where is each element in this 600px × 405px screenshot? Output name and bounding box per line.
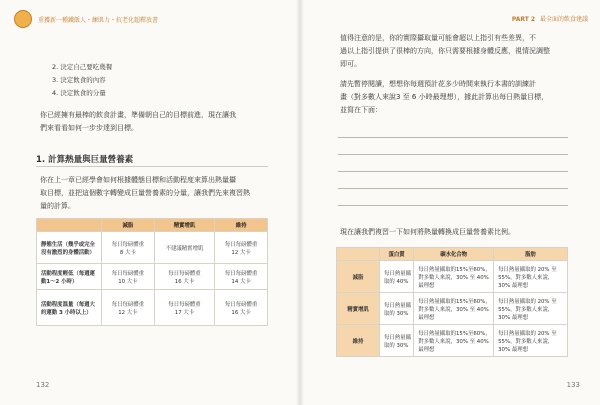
- table-cell: 每日熱量攝取的15%至60%，對多數人來說，30% 至 40% 最理想: [414, 261, 494, 293]
- left-header-text: 重獲新一種鐵飯人・練肌力・抗老化超釋放書: [38, 16, 159, 24]
- paragraph-line: 並寫在下面：: [340, 106, 382, 114]
- table-header-cell: 維持: [215, 219, 268, 232]
- table-header-cell: [37, 219, 102, 232]
- table-header-cell: [337, 248, 380, 261]
- paragraph-line: 值得注意的是，你的實際攝取量可能會超以上指引有些差異，不: [340, 34, 536, 42]
- table-cell: 每日熱量攝取的 20% 至 55%，對多數人來說，30% 最理想: [494, 325, 568, 357]
- table-cell: 每日熱量攝取的 20% 至 55%，對多數人來說，30% 最理想: [494, 293, 568, 325]
- table-cell: 不建議精實增肌: [154, 232, 214, 264]
- paragraph-line: 你在上一章已經學會如何根據體態目標和活動程度來算出熱量攝: [40, 176, 236, 184]
- book-gutter: [296, 0, 304, 405]
- writing-line: [338, 205, 568, 206]
- paragraph-line: 過以上指引提供了很棒的方向，你只需要根據身體反應，視情況調整: [340, 47, 550, 55]
- paragraph-line: 即可。: [340, 60, 361, 68]
- table-cell: 每日每磅體重 12 大卡: [102, 290, 155, 326]
- left-header: [14, 10, 158, 28]
- table-header-cell: 蛋白質: [380, 248, 414, 261]
- right-page: [300, 0, 600, 405]
- paragraph-line: 們來看看如何一步步達到目標。: [40, 124, 138, 132]
- table-cell: 每日每磅體重 16 大卡: [154, 264, 214, 290]
- row-label: 靜態生活（幾乎或完全沒有激烈的身體活動）: [37, 232, 102, 264]
- table-row: [37, 264, 268, 290]
- paragraph-line: 畫（對多數人來說3 至 6 小時最理想），據此計算出每日熱量目標，: [340, 93, 549, 101]
- writing-line: [338, 137, 568, 138]
- paragraph-line: 你已經擁有最棒的飲食計畫，準備朝自己的目標前進，現在讓我: [40, 111, 236, 119]
- table-header-cell: 碳水化合物: [414, 248, 494, 261]
- table-cell: 每日熱量攝取的15%至60%，對多數人來說，30% 至 40% 最理想: [414, 293, 494, 325]
- list-item: 2. 決定自己要吃幾餐: [52, 63, 113, 71]
- row-label: 活動程度溫量（每週大約運動 3 小時以上）: [37, 290, 102, 326]
- table-row: [337, 325, 568, 357]
- right-header: [512, 14, 588, 23]
- writing-line: [338, 188, 568, 189]
- row-label: 維持: [337, 325, 380, 357]
- writing-line: [338, 171, 568, 172]
- table-header-cell: 精實增肌: [154, 219, 214, 232]
- row-label: 活動程度輕低（每週運動1～2 小時）: [37, 264, 102, 290]
- table-row: [37, 232, 268, 264]
- heading-rule: [36, 166, 268, 167]
- list-item: 3. 決定飲食的內容: [52, 76, 106, 84]
- paragraph-line: 取目標，並把這個數字轉變成巨量營養素的分量，讓我們先來複習熱: [40, 189, 250, 197]
- table-cell: 每日每磅體重 12 大卡: [215, 232, 268, 264]
- macro-table: [336, 247, 568, 357]
- table-header-cell: 減脂: [102, 219, 155, 232]
- table-cell: 每日熱量攝取的 30%: [380, 293, 414, 325]
- page-number: 132: [36, 381, 50, 389]
- table-cell: 每日熱量攝取的 30%: [380, 325, 414, 357]
- chapter-title: 最全面的飲食建議: [539, 16, 588, 23]
- table-cell: 每日每磅體重 10 大卡: [102, 264, 155, 290]
- page-number: 133: [566, 381, 580, 389]
- book-logo-icon: [14, 10, 32, 28]
- table-cell: 每日熱量攝取的 20% 至 55%，對多數人來說，30% 最理想: [494, 261, 568, 293]
- paragraph-line: 請先暫停閱讀，想想你每週預計花多少時間來執行本書的訓練計: [340, 80, 536, 88]
- row-label: 減脂: [337, 261, 380, 293]
- writing-line: [338, 154, 568, 155]
- table-header-cell: 脂肪: [494, 248, 568, 261]
- table-cell: 每日每磅體重 8 大卡: [102, 232, 155, 264]
- table-cell: 每日每磅體重 16 大卡: [215, 290, 268, 326]
- paragraph-line: 現在讓我們複習一下如何將熱量轉換成巨量營養素比例。: [340, 228, 515, 236]
- table-row: [337, 293, 568, 325]
- row-label: 精實增肌: [337, 293, 380, 325]
- paragraph-line: 量的計算。: [40, 202, 75, 210]
- calorie-table: [36, 218, 268, 326]
- table-row: [337, 261, 568, 293]
- table-row: [37, 290, 268, 326]
- section-heading: 1. 計算熱量與巨量營養素: [36, 155, 134, 165]
- table-cell: 每日熱量攝取的 40%: [380, 261, 414, 293]
- part-label: PART 2: [511, 16, 536, 23]
- table-cell: 每日每磅體重 14 大卡: [215, 264, 268, 290]
- table-cell: 每日熱量攝取的15%至60%，對多數人來說，30% 至 40% 最理想: [414, 325, 494, 357]
- table-cell: 每日每磅體重 17 大卡: [154, 290, 214, 326]
- list-item: 4. 決定飲食的分量: [52, 89, 106, 97]
